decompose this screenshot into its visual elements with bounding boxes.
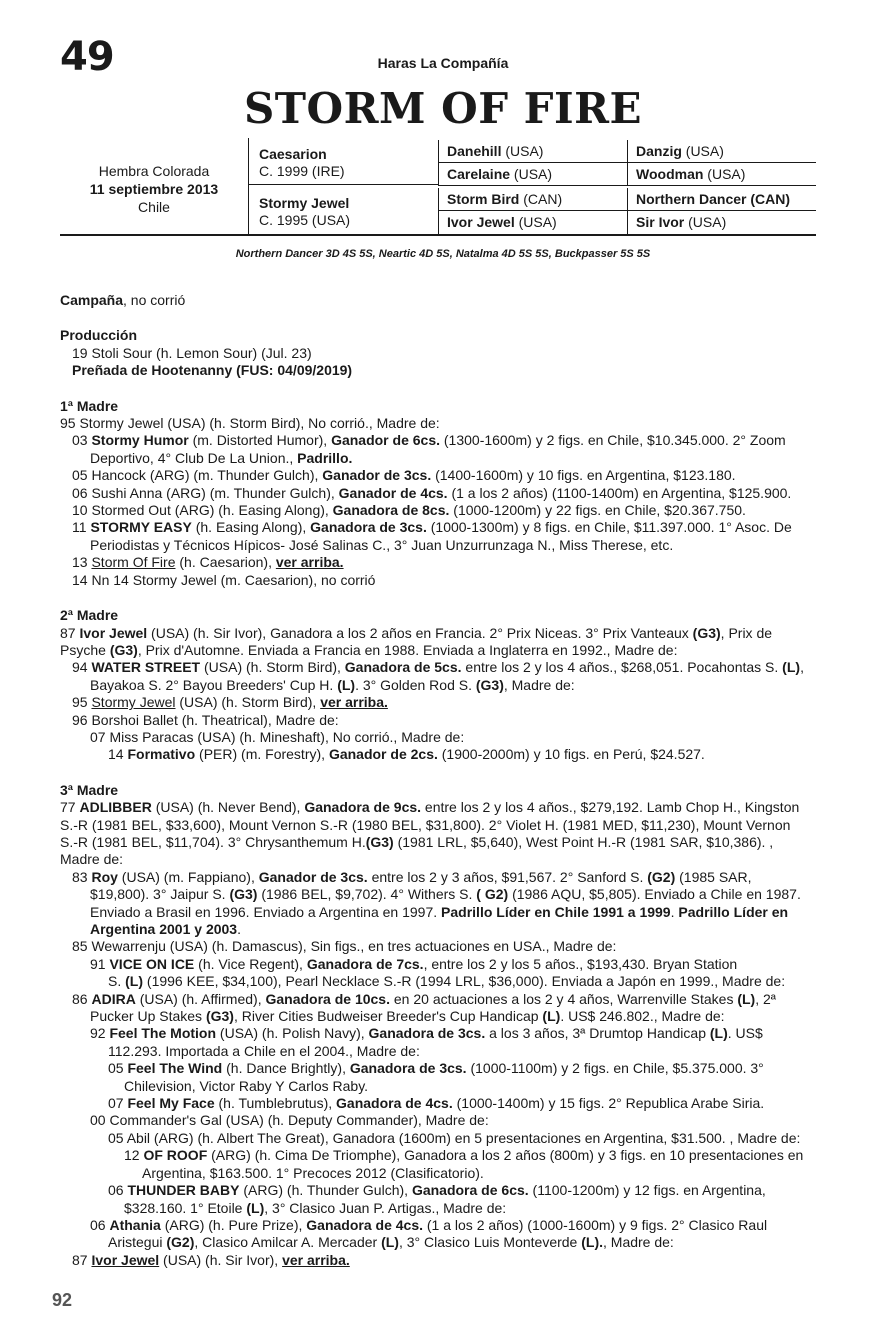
great-grandsire-1: Danzig (USA) — [627, 140, 816, 163]
ref-link[interactable]: ver arriba. — [320, 694, 388, 711]
dam-info: C. 1995 (USA) — [259, 212, 351, 228]
second-dam-section: 2ª Madre 87 Ivor Jewel (USA) (h. Sir Ivor), Ganadora a los 2 años en Francia. 2° Prix Niceas. 3° Prix Vanteaux (G3), Prix de Psyche (G3), Prix d'Automne. Enviada a Francia en 1988. Enviada a Inglaterra en 1992., Madre de: 94 WATER STREET (USA) (h. Storm Bird), Ganadora de 5cs. entre los 2 y los 4 años., $268,051. Pocahontas S. (L), Bayakoa S. 2° Bayou Breeders' Cup H. (L). 3° Golden Rod S. (G3), Madre de: 95 Stormy Jewel (USA) (h. Storm Bird), ver arriba. 96 Borshoi Ballet (h. Theatrical), Madre de: 07 Miss Paracas (USA) (h. Mineshaft), No corrió., Madre de: 14 Formativo (PER) (m. Forestry), Ganador de 2cs. (1900-2000m) y 10 figs. en Perú, $24.527. — [60, 607, 830, 764]
grandsire-3: Storm Bird (CAN) — [438, 188, 627, 211]
catalog-content — [60, 292, 830, 1269]
sire-info: C. 1999 (IRE) — [259, 163, 345, 179]
sex-color: Hembra Colorada — [98, 163, 210, 179]
horse-info — [60, 162, 248, 216]
grandsire-1: Danehill (USA) — [438, 140, 627, 163]
grandsire-4: Ivor Jewel (USA) — [438, 211, 627, 234]
ref-link[interactable]: ver arriba. — [282, 1251, 350, 1268]
farm-name: Haras La Compañía — [377, 55, 509, 71]
third-dam-section: 3ª Madre 77 ADLIBBER (USA) (h. Never Bend), Ganadora de 9cs. entre los 2 y los 4 años., $279,192. Lamb Chop H., Kingston S.-R (1981 BEL, $33,600), Mount Vernon S.-R (1980 BEL, $31,800). 2° Violet H. (1981 MED, $11,230), Mount Vernon S.-R (1981 BEL, $11,704). 3° Chrysanthemum H.(G3) (1981 LRL, $5,640), West Point H.-R (1981 SAR, $10,386). , Madre de: 83 Roy (USA) (m. Fappiano), Ganador de 3cs. entre los 2 y 3 años, $91,567. 2° Sanford S. (G2) (1985 SAR, $19,800). 3° Jaipur S. (G3) (1986 BEL, $9,702). 4° Withers S. ( G2) (1986 AQU, $5,805). Enviado a Chile en 1987. Enviado a Brasil en 1996. Enviado a Argentina en 1997. Padrillo Líder en Chile 1991 a 1999. Padrillo Líder en Argentina 2001 y 2003. 85 Wewarrenju (USA) (h. Damascus), Sin figs., en tres actuaciones en USA., Madre de: 91 VICE ON ICE (h. Vice Regent), Ganadora de 7cs., entre los 2 y los 5 años., $193,430. Bryan Station S. (L) (1996 KEE, $34,100), Pearl Necklace S.-R (1994 LRL, $36,000). Enviada a Japón en 1999., Madre de: 86 ADIRA (USA) (h. Affirmed), Ganadora de 10cs. en 20 actuaciones a los 2 y 4 años, Warrenville Stakes (L), 2ª Pucker Up Stakes (G3), River Cities Budweiser Breeder's Cup Handicap (L). US$ 246.802., Madre de: 92 Feel The Motion (USA) (h. Polish Navy), Ganadora de 3cs. a los 3 años, 3ª Drumtop Handicap (L). US$ 112.293. Importada a Chile en el 2004., Madre de: 05 Feel The Wind (h. Dance Brightly), Ganadora de 3cs. (1000-1100m) y 2 figs. en Chile, $5.375.000. 3° Chilevision, Victor Raby Y Carlos Raby. 07 Feel My Face (h. Tumblebrutus), Ganadora de 4cs. (1000-1400m) y 15 figs. 2° Republica Arabe Siria. 00 Commander's Gal (USA) (h. Deputy Commander), Madre de: 05 Abil (ARG) (h. Albert The Great), Ganadora (1600m) en 5 presentaciones en Argentina, $31.500. , Madre de: 12 OF ROOF (ARG) (h. Cima De Triomphe), Ganadora a los 2 años (800m) y 3 figs. en 10 presentaciones en Argentina, $163.500. 1° Precoces 2012 (Clasificatorio). 06 THUNDER BABY (ARG) (h. Thunder Gulch), Ganadora de 6cs. (1100-1200m) y 12 figs. en Argentina, $328.160. 1° Etoile (L), 3° Clasico Juan P. Artigas., Madre de: 06 Athania (ARG) (h. Pure Prize), Ganadora de 4cs. (1 a los 2 años) (1000-1600m) y 9 figs. 2° Clasico Raul Aristegui (G2), Clasico Amilcar A. Mercader (L), 3° Clasico Luis Monteverde (L)., Madre de: 87 Ivor Jewel (USA) (h. Sir Ivor), ver arriba. — [60, 782, 830, 1269]
inbreeding-line: Northern Dancer 3D 4S 5S, Neartic 4D 5S, Natalma 4D 5S 5S, Buckpasser 5S 5S — [235, 248, 651, 260]
great-grandsire-2: Woodman (USA) — [627, 163, 816, 186]
great-grandsire-3: Northern Dancer (CAN) — [627, 188, 816, 211]
section-heading: 1ª Madre — [60, 397, 119, 414]
first-dam-section: 1ª Madre 95 Stormy Jewel (USA) (h. Storm Bird), No corrió., Madre de: 03 Stormy Humor (m. Distorted Humor), Ganador de 6cs. (1300-1600m) y 2 figs. en Chile, $10.345.000. 2° Zoom Deportivo, 4° Club De La Union., Padrillo. 05 Hancock (ARG) (m. Thunder Gulch), Ganador de 3cs. (1400-1600m) y 10 figs. en Argentina, $123.180. 06 Sushi Anna (ARG) (m. Thunder Gulch), Ganador de 4cs. (1 a los 2 años) (1100-1400m) en Argentina, $125.900. 10 Stormed Out (ARG) (h. Easing Along), Ganadora de 8cs. (1000-1200m) y 22 figs. en Chile, $20.367.750. 11 STORMY EASY (h. Easing Along), Ganadora de 3cs. (1000-1300m) y 8 figs. en Chile, $11.397.000. 1° Asoc. De Periodistas y Técnicos Hípicos- José Salinas C., 3° Juan Unzurrunzaga N., Miss Therese, etc. 13 Storm Of Fire (h. Caesarion), ver arriba. 14 Nn 14 Stormy Jewel (m. Caesarion), no corrió — [60, 398, 830, 589]
sire-cell — [248, 138, 438, 185]
section-heading: Producción — [60, 327, 138, 344]
dam-name: Stormy Jewel — [259, 195, 350, 211]
lot-number: 49 — [60, 34, 114, 80]
dam-cell — [248, 185, 438, 234]
section-heading: 3ª Madre — [60, 781, 119, 798]
grandsire-2: Carelaine (USA) — [438, 163, 627, 186]
production-section: Producción 19 Stoli Sour (h. Lemon Sour) (Jul. 23) Preñada de Hootenanny (FUS: 04/09/2019) — [60, 327, 830, 379]
ref-link[interactable]: ver arriba. — [275, 554, 344, 571]
pedigree-table — [60, 138, 816, 236]
section-heading: 2ª Madre — [60, 607, 119, 624]
page-number: 92 — [52, 1290, 73, 1310]
horse-name: STORM OF FIRE — [243, 84, 643, 133]
date-of-birth: 11 septiembre 2013 — [89, 181, 219, 197]
great-grandsire-4: Sir Ivor (USA) — [627, 211, 816, 234]
country: Chile — [138, 199, 170, 215]
sire-name: Caesarion — [259, 146, 327, 162]
campaign-section: Campaña, no corrió — [60, 292, 186, 308]
